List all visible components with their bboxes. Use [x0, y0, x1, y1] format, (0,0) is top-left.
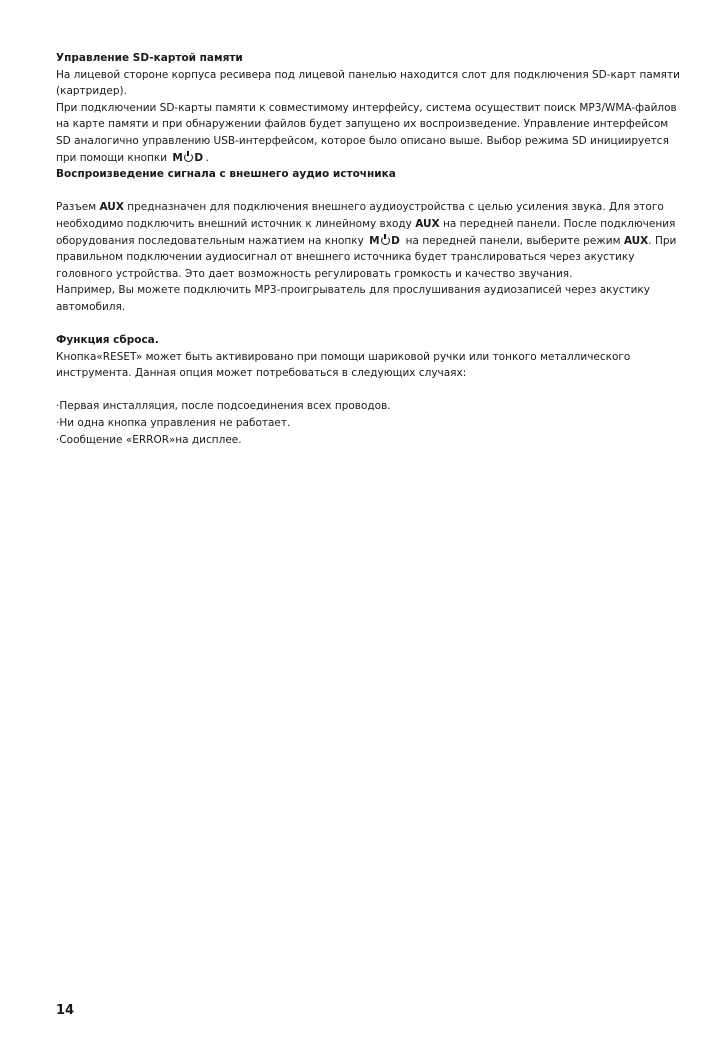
- page-number: 14: [56, 1003, 75, 1018]
- aux-keyword: AUX: [623, 234, 649, 247]
- power-icon: [381, 236, 390, 245]
- list-item: ·Ни одна кнопка управления не работает.: [56, 417, 291, 430]
- mod-button-logo: M D: [369, 234, 401, 247]
- aux-keyword: AUX: [99, 201, 124, 214]
- spacer: [56, 382, 680, 399]
- reset-heading: Функция сброса.: [56, 334, 159, 347]
- section-aux: [56, 166, 680, 315]
- sd-paragraph-2: При подключении SD-карты памяти к совместимому интерфейсу, система осуществит поиск MP3/WMA-файлов на карте памяти и при обнаружении файлов будет запущено их воспроизведение. Управление интерфейсом SD аналогично управлению USB-интерфейсом, которое было описано выше. Выбор режима SD инициируется при помощи кнопки M D .: [56, 100, 680, 166]
- aux-paragraph-1: Разъем AUX предназначен для подключения внешнего аудиоустройства с целью усиления звука. Для этого необходимо подключить внешний источник к линейному входу AUX на передней панели. После подключения оборудования последовательным нажатием на кнопку M D на передней панели, выберите режим AUX. При правильном подключении аудиосигнал от внешнего источника будет транслироваться через акустику головного устройства. Это дает возможность регулировать громкость и качество звучания.: [56, 201, 677, 280]
- aux-heading: Воспроизведение сигнала с внешнего аудио источника: [56, 168, 396, 181]
- spacer: [56, 316, 680, 333]
- page-content: [56, 50, 680, 448]
- list-item: ·Первая инсталляция, после подсоединения всех проводов.: [56, 400, 391, 413]
- list-item: ·Сообщение «ERROR»на дисплее.: [56, 433, 242, 446]
- aux-paragraph-2: Например, Вы можете подключить MP3-проигрыватель для прослушивания аудиозаписей через акустику автомобиля.: [56, 284, 650, 313]
- sd-paragraph-2-text: При подключении SD-карты памяти к совместимому интерфейсу, система осуществит поиск MP3/WMA-файлов на карте памяти и при обнаружении файлов будет запущено их воспроизведение. Управление интерфейсом SD аналогично управлению USB-интерфейсом, которое было описано выше. Выбор режима SD инициируется при помощи кнопки: [56, 101, 677, 164]
- aux-keyword: AUX: [415, 217, 440, 230]
- sd-heading: Управление SD-картой памяти: [56, 52, 243, 64]
- reset-paragraph-1: Кнопка«RESET» может быть активировано при помощи шариковой ручки или тонкого металлического инструмента. Данная опция может потребоваться в следующих случаях:: [56, 350, 631, 380]
- spacer: [56, 183, 680, 200]
- sd-paragraph-1: На лицевой стороне корпуса ресивера под лицевой панелью находится слот для подключения SD-карт памяти (картридер).: [56, 68, 680, 98]
- section-sd-card: [56, 50, 680, 166]
- section-reset: [56, 332, 680, 448]
- power-icon: [184, 153, 193, 162]
- mod-button-logo: M D: [172, 151, 204, 164]
